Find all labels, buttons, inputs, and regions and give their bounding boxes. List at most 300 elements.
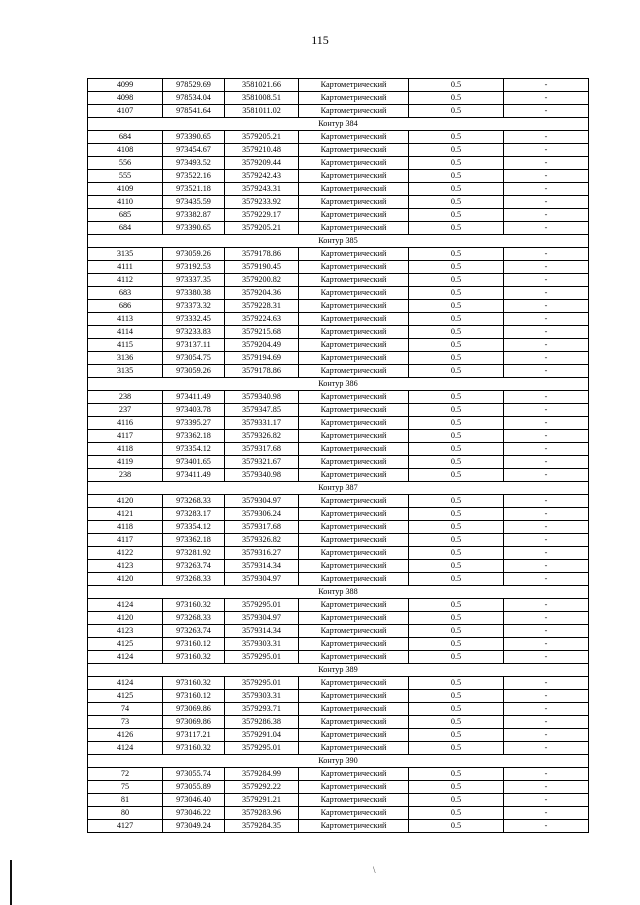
point-id-cell: 4110	[88, 196, 163, 209]
y-coordinate-cell: 3579228.31	[225, 300, 299, 313]
method-cell: Картометрический	[299, 677, 409, 690]
x-coordinate-cell: 973362.18	[163, 534, 225, 547]
precision-cell: 0.5	[409, 443, 504, 456]
method-cell: Картометрический	[299, 196, 409, 209]
method-cell: Картометрический	[299, 313, 409, 326]
table-row	[88, 651, 589, 664]
table-row	[88, 170, 589, 183]
precision-cell: 0.5	[409, 222, 504, 235]
method-cell: Картометрический	[299, 287, 409, 300]
y-coordinate-cell: 3579304.97	[225, 612, 299, 625]
point-id-cell: 238	[88, 469, 163, 482]
y-coordinate-cell: 3579194.69	[225, 352, 299, 365]
note-cell: -	[504, 131, 589, 144]
precision-cell: 0.5	[409, 807, 504, 820]
note-cell: -	[504, 742, 589, 755]
note-cell: -	[504, 547, 589, 560]
method-cell: Картометрический	[299, 521, 409, 534]
note-cell: -	[504, 794, 589, 807]
note-cell: -	[504, 573, 589, 586]
note-cell: -	[504, 183, 589, 196]
point-id-cell: 683	[88, 287, 163, 300]
table-row	[88, 287, 589, 300]
y-coordinate-cell: 3579304.97	[225, 495, 299, 508]
method-cell: Картометрический	[299, 365, 409, 378]
x-coordinate-cell: 973055.74	[163, 768, 225, 781]
y-coordinate-cell: 3581011.02	[225, 105, 299, 118]
precision-cell: 0.5	[409, 274, 504, 287]
precision-cell: 0.5	[409, 92, 504, 105]
point-id-cell: 556	[88, 157, 163, 170]
note-cell: -	[504, 716, 589, 729]
x-coordinate-cell: 978541.64	[163, 105, 225, 118]
method-cell: Картометрический	[299, 638, 409, 651]
point-id-cell: 685	[88, 209, 163, 222]
contour-label: Контур 390	[88, 755, 589, 768]
x-coordinate-cell: 973411.49	[163, 391, 225, 404]
x-coordinate-cell: 973380.38	[163, 287, 225, 300]
table-row	[88, 612, 589, 625]
table-row	[88, 521, 589, 534]
note-cell: -	[504, 417, 589, 430]
method-cell: Картометрический	[299, 352, 409, 365]
method-cell: Картометрический	[299, 729, 409, 742]
y-coordinate-cell: 3579204.49	[225, 339, 299, 352]
contour-label: Контур 384	[88, 118, 589, 131]
x-coordinate-cell: 978534.04	[163, 92, 225, 105]
note-cell: -	[504, 391, 589, 404]
precision-cell: 0.5	[409, 781, 504, 794]
y-coordinate-cell: 3579303.31	[225, 638, 299, 651]
point-id-cell: 3135	[88, 365, 163, 378]
note-cell: -	[504, 144, 589, 157]
note-cell: -	[504, 456, 589, 469]
note-cell: -	[504, 599, 589, 612]
table-row	[88, 781, 589, 794]
table-row	[88, 339, 589, 352]
note-cell: -	[504, 443, 589, 456]
precision-cell: 0.5	[409, 820, 504, 833]
method-cell: Картометрический	[299, 534, 409, 547]
table-row	[88, 144, 589, 157]
point-id-cell: 4126	[88, 729, 163, 742]
y-coordinate-cell: 3579321.67	[225, 456, 299, 469]
y-coordinate-cell: 3581008.51	[225, 92, 299, 105]
x-coordinate-cell: 973395.27	[163, 417, 225, 430]
method-cell: Картометрический	[299, 92, 409, 105]
table-row	[88, 638, 589, 651]
x-coordinate-cell: 973069.86	[163, 716, 225, 729]
note-cell: -	[504, 430, 589, 443]
contour-label: Контур 386	[88, 378, 589, 391]
method-cell: Картометрический	[299, 768, 409, 781]
precision-cell: 0.5	[409, 339, 504, 352]
method-cell: Картометрический	[299, 79, 409, 92]
y-coordinate-cell: 3581021.66	[225, 79, 299, 92]
note-cell: -	[504, 326, 589, 339]
y-coordinate-cell: 3579291.04	[225, 729, 299, 742]
table-row	[88, 274, 589, 287]
precision-cell: 0.5	[409, 365, 504, 378]
note-cell: -	[504, 768, 589, 781]
y-coordinate-cell: 3579205.21	[225, 131, 299, 144]
note-cell: -	[504, 807, 589, 820]
precision-cell: 0.5	[409, 508, 504, 521]
x-coordinate-cell: 973403.78	[163, 404, 225, 417]
contour-header-row	[88, 235, 589, 248]
table-row	[88, 495, 589, 508]
precision-cell: 0.5	[409, 79, 504, 92]
y-coordinate-cell: 3579178.86	[225, 365, 299, 378]
note-cell: -	[504, 352, 589, 365]
contour-header-row	[88, 378, 589, 391]
precision-cell: 0.5	[409, 404, 504, 417]
method-cell: Картометрический	[299, 443, 409, 456]
table-row	[88, 560, 589, 573]
x-coordinate-cell: 973435.59	[163, 196, 225, 209]
note-cell: -	[504, 495, 589, 508]
point-id-cell: 686	[88, 300, 163, 313]
y-coordinate-cell: 3579243.31	[225, 183, 299, 196]
method-cell: Картометрический	[299, 690, 409, 703]
table-row	[88, 443, 589, 456]
point-id-cell: 4113	[88, 313, 163, 326]
method-cell: Картометрический	[299, 391, 409, 404]
table-row	[88, 105, 589, 118]
point-id-cell: 4124	[88, 599, 163, 612]
point-id-cell: 4127	[88, 820, 163, 833]
x-coordinate-cell: 973192.53	[163, 261, 225, 274]
table-row	[88, 677, 589, 690]
x-coordinate-cell: 973160.12	[163, 638, 225, 651]
table-row	[88, 508, 589, 521]
note-cell: -	[504, 651, 589, 664]
x-coordinate-cell: 973354.12	[163, 521, 225, 534]
y-coordinate-cell: 3579295.01	[225, 742, 299, 755]
table-row	[88, 261, 589, 274]
contour-header-row	[88, 586, 589, 599]
point-id-cell: 72	[88, 768, 163, 781]
x-coordinate-cell: 973354.12	[163, 443, 225, 456]
precision-cell: 0.5	[409, 183, 504, 196]
note-cell: -	[504, 521, 589, 534]
note-cell: -	[504, 560, 589, 573]
stray-mark: \	[373, 865, 376, 875]
table-row	[88, 300, 589, 313]
point-id-cell: 4118	[88, 443, 163, 456]
contour-label: Контур 389	[88, 664, 589, 677]
method-cell: Картометрический	[299, 274, 409, 287]
table-row	[88, 157, 589, 170]
x-coordinate-cell: 973373.32	[163, 300, 225, 313]
table-row	[88, 196, 589, 209]
note-cell: -	[504, 287, 589, 300]
table-row	[88, 469, 589, 482]
method-cell: Картометрический	[299, 209, 409, 222]
precision-cell: 0.5	[409, 170, 504, 183]
x-coordinate-cell: 978529.69	[163, 79, 225, 92]
point-id-cell: 4107	[88, 105, 163, 118]
point-id-cell: 4124	[88, 677, 163, 690]
note-cell: -	[504, 105, 589, 118]
y-coordinate-cell: 3579291.21	[225, 794, 299, 807]
point-id-cell: 555	[88, 170, 163, 183]
point-id-cell: 4118	[88, 521, 163, 534]
page-number: 115	[311, 33, 329, 47]
table-row	[88, 131, 589, 144]
contour-header-row	[88, 755, 589, 768]
y-coordinate-cell: 3579286.38	[225, 716, 299, 729]
precision-cell: 0.5	[409, 105, 504, 118]
contour-header-row	[88, 482, 589, 495]
precision-cell: 0.5	[409, 326, 504, 339]
note-cell: -	[504, 222, 589, 235]
method-cell: Картометрический	[299, 820, 409, 833]
method-cell: Картометрический	[299, 248, 409, 261]
point-id-cell: 4123	[88, 625, 163, 638]
precision-cell: 0.5	[409, 196, 504, 209]
precision-cell: 0.5	[409, 417, 504, 430]
x-coordinate-cell: 973059.26	[163, 248, 225, 261]
table-row	[88, 79, 589, 92]
method-cell: Картометрический	[299, 170, 409, 183]
x-coordinate-cell: 973160.12	[163, 690, 225, 703]
precision-cell: 0.5	[409, 469, 504, 482]
method-cell: Картометрический	[299, 456, 409, 469]
y-coordinate-cell: 3579229.17	[225, 209, 299, 222]
point-id-cell: 4116	[88, 417, 163, 430]
method-cell: Картометрический	[299, 573, 409, 586]
point-id-cell: 4123	[88, 560, 163, 573]
point-id-cell: 4124	[88, 651, 163, 664]
x-coordinate-cell: 973390.65	[163, 222, 225, 235]
y-coordinate-cell: 3579316.27	[225, 547, 299, 560]
table-row	[88, 703, 589, 716]
precision-cell: 0.5	[409, 495, 504, 508]
point-id-cell: 4114	[88, 326, 163, 339]
precision-cell: 0.5	[409, 573, 504, 586]
y-coordinate-cell: 3579340.98	[225, 469, 299, 482]
method-cell: Картометрический	[299, 599, 409, 612]
x-coordinate-cell: 973281.92	[163, 547, 225, 560]
note-cell: -	[504, 677, 589, 690]
table-row	[88, 573, 589, 586]
precision-cell: 0.5	[409, 157, 504, 170]
x-coordinate-cell: 973160.32	[163, 677, 225, 690]
margin-binding-line	[10, 860, 12, 905]
x-coordinate-cell: 973059.26	[163, 365, 225, 378]
table-row	[88, 222, 589, 235]
x-coordinate-cell: 973382.87	[163, 209, 225, 222]
x-coordinate-cell: 973263.74	[163, 625, 225, 638]
method-cell: Картометрический	[299, 612, 409, 625]
method-cell: Картометрический	[299, 781, 409, 794]
table-row	[88, 456, 589, 469]
y-coordinate-cell: 3579209.44	[225, 157, 299, 170]
precision-cell: 0.5	[409, 742, 504, 755]
precision-cell: 0.5	[409, 131, 504, 144]
table-row	[88, 352, 589, 365]
x-coordinate-cell: 973233.83	[163, 326, 225, 339]
method-cell: Картометрический	[299, 716, 409, 729]
y-coordinate-cell: 3579317.68	[225, 521, 299, 534]
method-cell: Картометрический	[299, 560, 409, 573]
method-cell: Картометрический	[299, 417, 409, 430]
point-id-cell: 4109	[88, 183, 163, 196]
note-cell: -	[504, 261, 589, 274]
x-coordinate-cell: 973046.22	[163, 807, 225, 820]
table-row	[88, 430, 589, 443]
precision-cell: 0.5	[409, 560, 504, 573]
table-row	[88, 729, 589, 742]
contour-label: Контур 387	[88, 482, 589, 495]
point-id-cell: 238	[88, 391, 163, 404]
method-cell: Картометрический	[299, 742, 409, 755]
point-id-cell: 4120	[88, 573, 163, 586]
table-row	[88, 716, 589, 729]
table-row	[88, 820, 589, 833]
y-coordinate-cell: 3579284.99	[225, 768, 299, 781]
y-coordinate-cell: 3579340.98	[225, 391, 299, 404]
table-row	[88, 768, 589, 781]
precision-cell: 0.5	[409, 677, 504, 690]
y-coordinate-cell: 3579205.21	[225, 222, 299, 235]
method-cell: Картометрический	[299, 651, 409, 664]
point-id-cell: 4111	[88, 261, 163, 274]
note-cell: -	[504, 508, 589, 521]
note-cell: -	[504, 79, 589, 92]
method-cell: Картометрический	[299, 222, 409, 235]
x-coordinate-cell: 973268.33	[163, 612, 225, 625]
table-row	[88, 807, 589, 820]
method-cell: Картометрический	[299, 261, 409, 274]
x-coordinate-cell: 973454.67	[163, 144, 225, 157]
point-id-cell: 237	[88, 404, 163, 417]
x-coordinate-cell: 973337.35	[163, 274, 225, 287]
method-cell: Картометрический	[299, 703, 409, 716]
x-coordinate-cell: 973268.33	[163, 573, 225, 586]
y-coordinate-cell: 3579204.36	[225, 287, 299, 300]
note-cell: -	[504, 638, 589, 651]
method-cell: Картометрический	[299, 430, 409, 443]
precision-cell: 0.5	[409, 729, 504, 742]
contour-label: Контур 385	[88, 235, 589, 248]
contour-header-row	[88, 664, 589, 677]
table-row	[88, 92, 589, 105]
precision-cell: 0.5	[409, 625, 504, 638]
method-cell: Картометрический	[299, 157, 409, 170]
precision-cell: 0.5	[409, 716, 504, 729]
point-id-cell: 684	[88, 222, 163, 235]
y-coordinate-cell: 3579284.35	[225, 820, 299, 833]
y-coordinate-cell: 3579317.68	[225, 443, 299, 456]
note-cell: -	[504, 703, 589, 716]
point-id-cell: 3135	[88, 248, 163, 261]
y-coordinate-cell: 3579178.86	[225, 248, 299, 261]
y-coordinate-cell: 3579200.82	[225, 274, 299, 287]
note-cell: -	[504, 157, 589, 170]
method-cell: Картометрический	[299, 469, 409, 482]
x-coordinate-cell: 973283.17	[163, 508, 225, 521]
method-cell: Картометрический	[299, 339, 409, 352]
method-cell: Картометрический	[299, 144, 409, 157]
y-coordinate-cell: 3579190.45	[225, 261, 299, 274]
note-cell: -	[504, 196, 589, 209]
point-id-cell: 4108	[88, 144, 163, 157]
y-coordinate-cell: 3579283.96	[225, 807, 299, 820]
note-cell: -	[504, 339, 589, 352]
point-id-cell: 4120	[88, 495, 163, 508]
x-coordinate-cell: 973117.21	[163, 729, 225, 742]
precision-cell: 0.5	[409, 144, 504, 157]
y-coordinate-cell: 3579314.34	[225, 625, 299, 638]
x-coordinate-cell: 973046.40	[163, 794, 225, 807]
note-cell: -	[504, 274, 589, 287]
note-cell: -	[504, 300, 589, 313]
y-coordinate-cell: 3579292.22	[225, 781, 299, 794]
table-row	[88, 404, 589, 417]
point-id-cell: 74	[88, 703, 163, 716]
precision-cell: 0.5	[409, 287, 504, 300]
y-coordinate-cell: 3579295.01	[225, 677, 299, 690]
precision-cell: 0.5	[409, 261, 504, 274]
y-coordinate-cell: 3579224.63	[225, 313, 299, 326]
precision-cell: 0.5	[409, 456, 504, 469]
y-coordinate-cell: 3579326.82	[225, 534, 299, 547]
x-coordinate-cell: 973054.75	[163, 352, 225, 365]
point-id-cell: 4098	[88, 92, 163, 105]
table-row	[88, 391, 589, 404]
coordinates-table	[87, 78, 589, 833]
x-coordinate-cell: 973055.89	[163, 781, 225, 794]
point-id-cell: 73	[88, 716, 163, 729]
x-coordinate-cell: 973521.18	[163, 183, 225, 196]
point-id-cell: 4121	[88, 508, 163, 521]
precision-cell: 0.5	[409, 391, 504, 404]
point-id-cell: 4117	[88, 534, 163, 547]
method-cell: Картометрический	[299, 131, 409, 144]
precision-cell: 0.5	[409, 768, 504, 781]
note-cell: -	[504, 170, 589, 183]
table-row	[88, 690, 589, 703]
precision-cell: 0.5	[409, 638, 504, 651]
x-coordinate-cell: 973160.32	[163, 742, 225, 755]
method-cell: Картометрический	[299, 495, 409, 508]
table-row	[88, 794, 589, 807]
method-cell: Картометрический	[299, 183, 409, 196]
note-cell: -	[504, 92, 589, 105]
contour-header-row	[88, 118, 589, 131]
x-coordinate-cell: 973137.11	[163, 339, 225, 352]
note-cell: -	[504, 781, 589, 794]
point-id-cell: 4099	[88, 79, 163, 92]
precision-cell: 0.5	[409, 313, 504, 326]
method-cell: Картометрический	[299, 794, 409, 807]
y-coordinate-cell: 3579295.01	[225, 599, 299, 612]
note-cell: -	[504, 729, 589, 742]
point-id-cell: 4124	[88, 742, 163, 755]
x-coordinate-cell: 973160.32	[163, 651, 225, 664]
precision-cell: 0.5	[409, 703, 504, 716]
point-id-cell: 684	[88, 131, 163, 144]
note-cell: -	[504, 313, 589, 326]
method-cell: Картометрический	[299, 625, 409, 638]
table-row	[88, 742, 589, 755]
x-coordinate-cell: 973069.86	[163, 703, 225, 716]
point-id-cell: 4119	[88, 456, 163, 469]
y-coordinate-cell: 3579242.43	[225, 170, 299, 183]
precision-cell: 0.5	[409, 352, 504, 365]
